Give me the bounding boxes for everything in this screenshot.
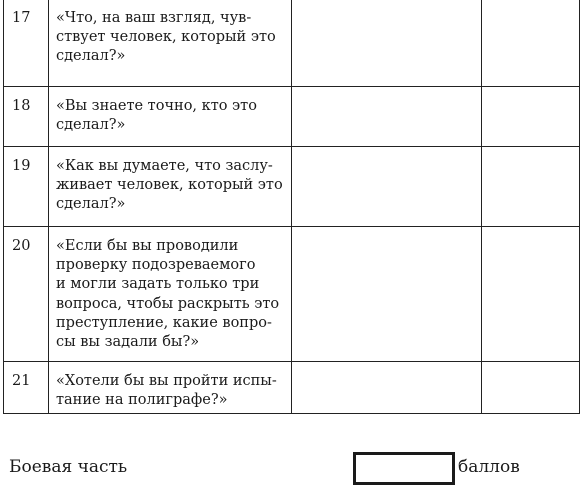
row-number-cell <box>4 362 49 414</box>
row-number-cell <box>4 227 49 362</box>
score-cell <box>482 362 580 414</box>
row-number: 19 <box>12 158 31 174</box>
row-number-cell <box>4 147 49 227</box>
score-input-box[interactable] <box>353 452 455 485</box>
table-row <box>4 362 580 414</box>
row-number-cell <box>4 87 49 147</box>
question-cell <box>49 87 292 147</box>
score-unit-label: баллов <box>458 457 520 477</box>
row-number: 18 <box>12 98 31 114</box>
question-text: «Если бы вы проводили проверку подозреваемого и могли задать только три вопроса, чтобы раскрыть это преступление, какие вопро- сы вы задали бы?» <box>56 238 280 351</box>
row-number: 17 <box>12 10 31 26</box>
answer-cell <box>292 227 482 362</box>
row-number: 20 <box>12 238 31 254</box>
questions-table <box>3 0 580 414</box>
question-text: «Вы знаете точно, кто это сделал?» <box>56 98 257 134</box>
score-cell <box>482 227 580 362</box>
answer-cell <box>292 0 482 87</box>
table-row <box>4 0 580 87</box>
score-cell <box>482 0 580 87</box>
row-number: 21 <box>12 373 31 389</box>
answer-cell <box>292 362 482 414</box>
table-row <box>4 147 580 227</box>
score-footer <box>0 452 583 492</box>
question-cell <box>49 147 292 227</box>
table-row <box>4 87 580 147</box>
score-cell <box>482 147 580 227</box>
question-cell <box>49 362 292 414</box>
question-text: «Что, на ваш взгляд, чув- ствует человек, который это сделал?» <box>56 10 276 65</box>
question-text: «Как вы думаете, что заслу- живает человек, который это сделал?» <box>56 158 283 213</box>
question-cell <box>49 0 292 87</box>
answer-cell <box>292 87 482 147</box>
question-cell <box>49 227 292 362</box>
section-label: Боевая часть <box>9 457 128 477</box>
score-cell <box>482 87 580 147</box>
table-row <box>4 227 580 362</box>
question-text: «Хотели бы вы пройти испы- тание на полиграфе?» <box>56 373 277 409</box>
row-number-cell <box>4 0 49 87</box>
answer-cell <box>292 147 482 227</box>
